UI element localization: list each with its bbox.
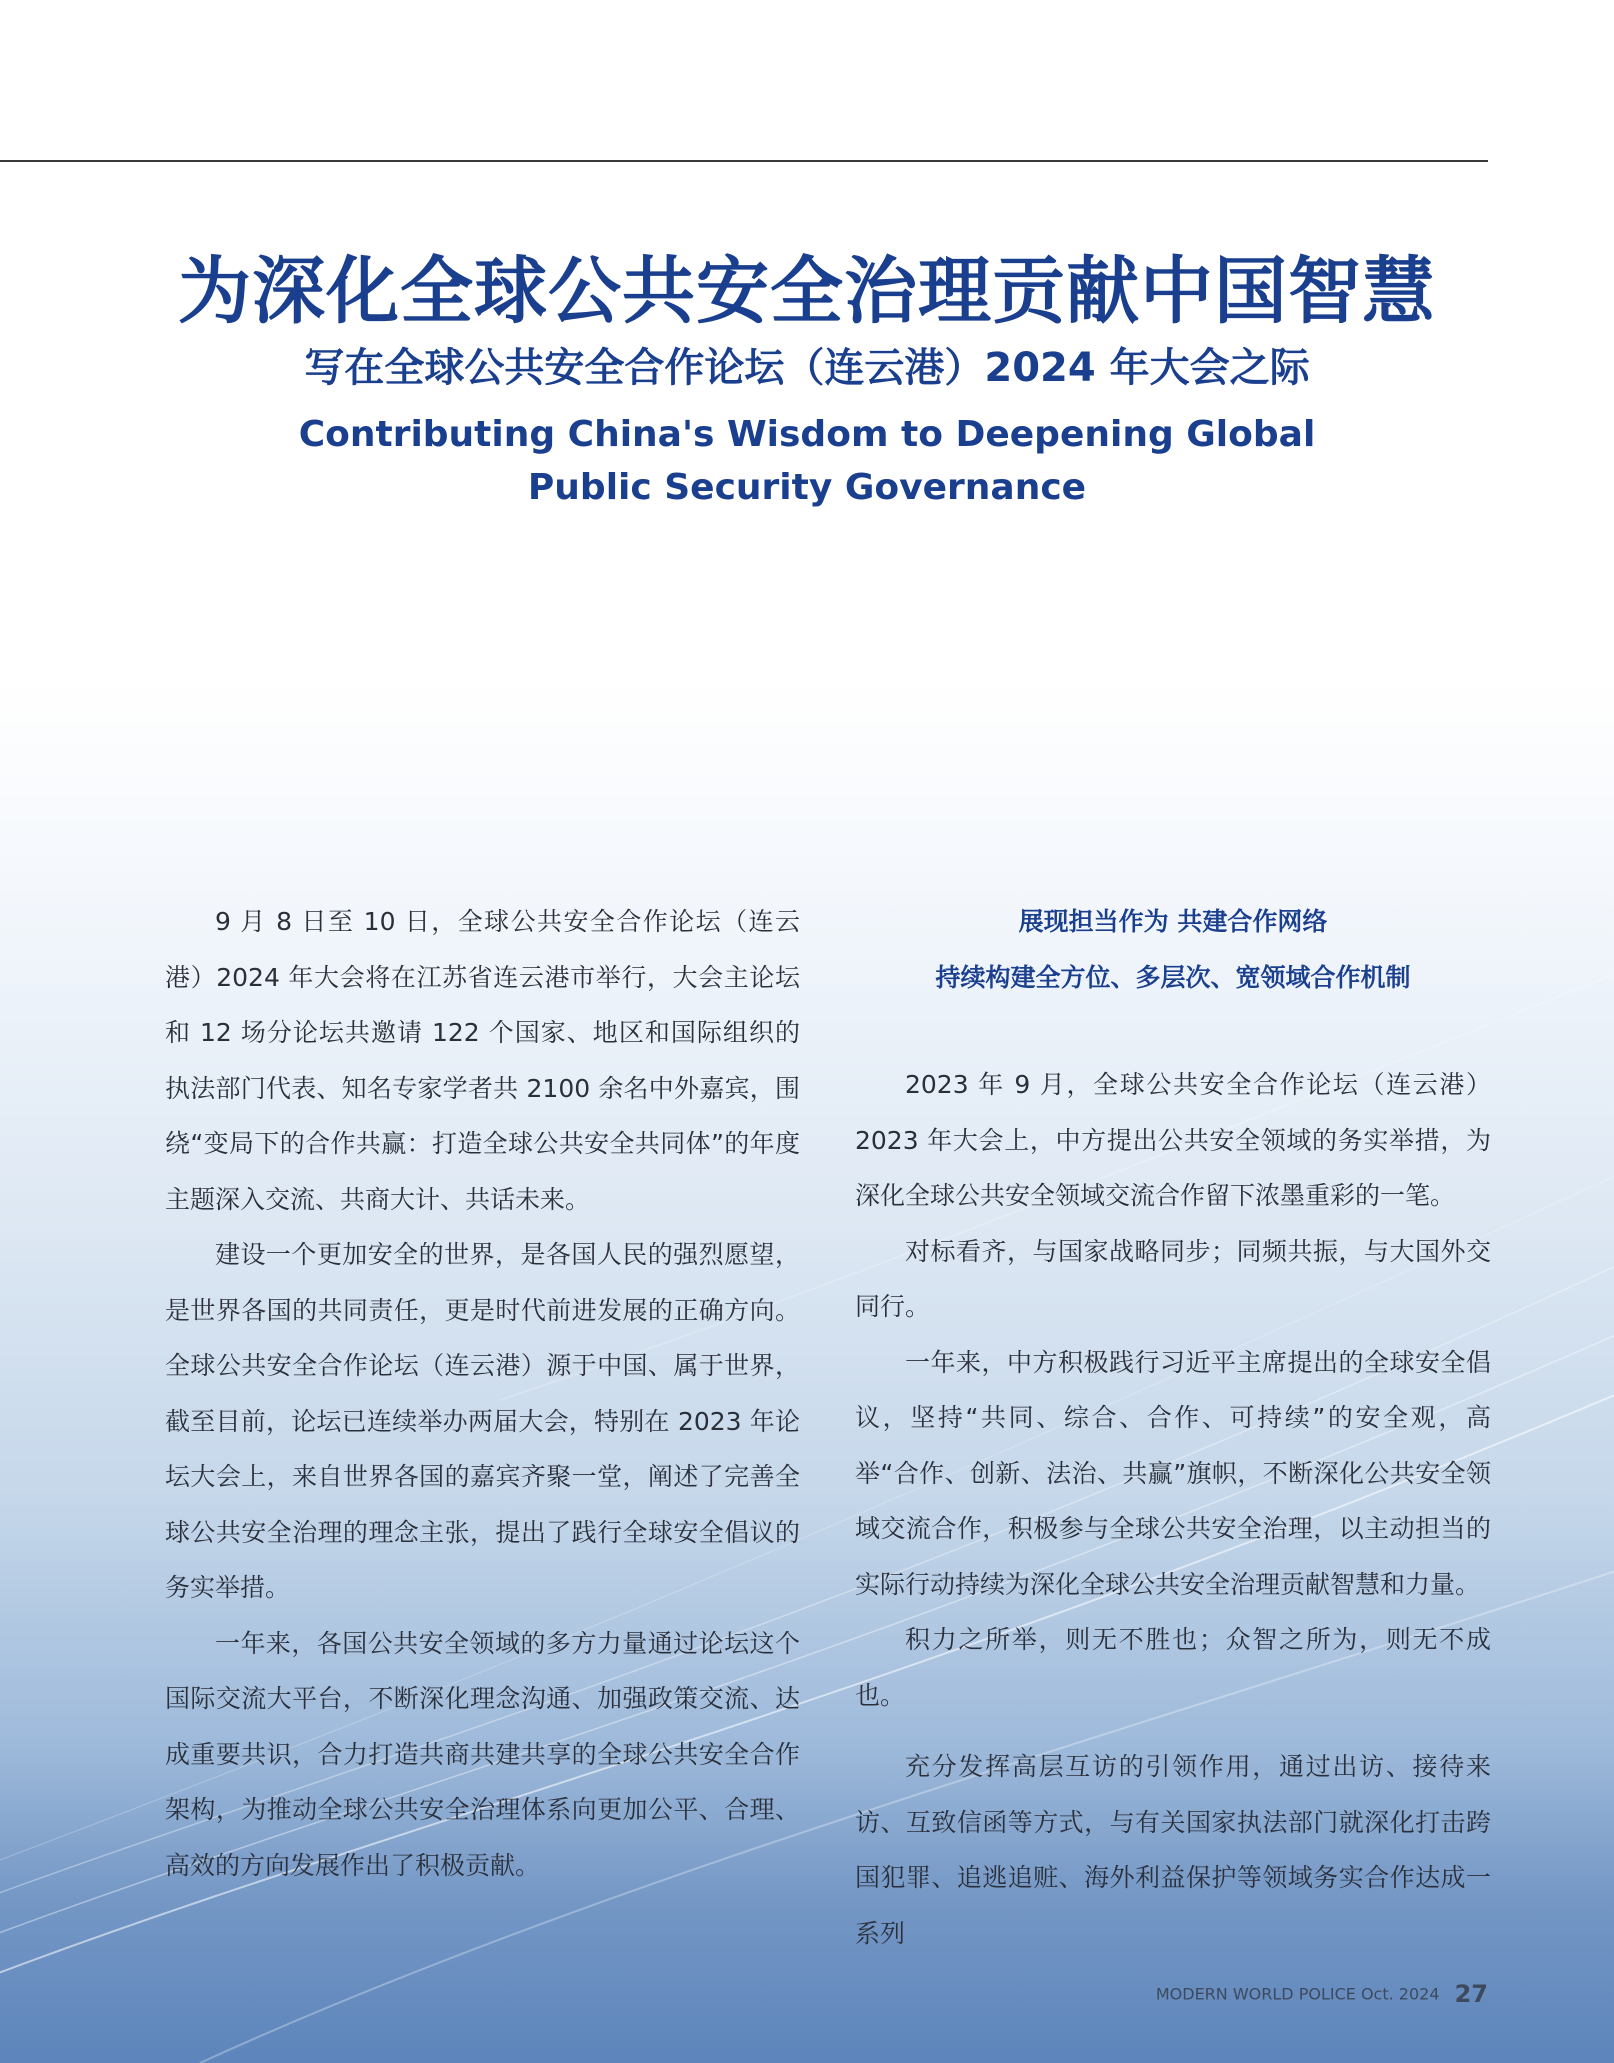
top-rule-line bbox=[0, 160, 1488, 162]
article-title-en-line1: Contributing China's Wisdom to Deepening Global bbox=[298, 414, 1316, 455]
section-subheading: 持续构建全方位、多层次、宽领域合作机制 bbox=[935, 962, 1411, 992]
article-title-en bbox=[0, 408, 1614, 514]
article-title-en-line2: Public Security Governance bbox=[527, 467, 1087, 508]
section-heading: 展现担当作为 共建合作网络 bbox=[1018, 907, 1328, 936]
article-subtitle-cn: 写在全球公共安全合作论坛（连云港）2024 年大会之际 bbox=[304, 345, 1310, 391]
right-text-column bbox=[855, 894, 1491, 1961]
page-footer bbox=[1156, 1980, 1488, 2008]
body-paragraph: 2023 年 9 月，全球公共安全合作论坛（连云港）2023 年大会上，中方提出公共安全领域的务实举措，为深化全球公共安全领域交流合作留下浓墨重彩的一笔。 bbox=[855, 1070, 1491, 1210]
magazine-issue-label: MODERN WORLD POLICE Oct. 2024 bbox=[1155, 1984, 1440, 2004]
body-paragraph: 建设一个更加安全的世界，是各国人民的强烈愿望，是世界各国的共同责任，更是时代前进发展的正确方向。全球公共安全合作论坛（连云港）源于中国、属于世界，截至目前，论坛已连续举办两届大会，特别在 2023 年论坛大会上，来自世界各国的嘉宾齐聚一堂，阐述了完善全球公共安全治理的理念主张，提出了践行全球安全倡议的务实举措。 bbox=[165, 1240, 800, 1602]
body-paragraph: 充分发挥高层互访的引领作用，通过出访、接待来访、互致信函等方式，与有关国家执法部门就深化打击跨国犯罪、追逃追赃、海外利益保护等领域务实合作达成一系列 bbox=[855, 1752, 1491, 1948]
body-paragraph: 一年来，各国公共安全领域的多方力量通过论坛这个国际交流大平台，不断深化理念沟通、加强政策交流、达成重要共识，合力打造共商共建共享的全球公共安全合作架构，为推动全球公共安全治理体系向更加公平、合理、高效的方向发展作出了积极贡献。 bbox=[165, 1628, 800, 1880]
article-title-cn: 为深化全球公共安全治理贡献中国智慧 bbox=[178, 249, 1436, 334]
body-paragraph: 一年来，中方积极践行习近平主席提出的全球安全倡议，坚持“共同、综合、合作、可持续”的安全观，高举“合作、创新、法治、共赢”旗帜，不断深化公共安全领域交流合作，积极参与全球公共安全治理，以主动担当的实际行动持续为深化全球公共安全治理贡献智慧和力量。 bbox=[855, 1347, 1491, 1599]
left-text-column bbox=[165, 894, 800, 1893]
section-headings bbox=[855, 894, 1491, 1005]
body-paragraph: 对标看齐，与国家战略同步；同频共振，与大国外交同行。 bbox=[855, 1236, 1491, 1321]
body-paragraph: 9 月 8 日至 10 日，全球公共安全合作论坛（连云港）2024 年大会将在江苏省连云港市举行，大会主论坛和 12 场分论坛共邀请 122 个国家、地区和国际组织的执法部门代表、知名专家学者共 2100 余名中外嘉宾，围绕“变局下的合作共赢：打造全球公共安全共同体”的年度主题深入交流、共商大计、共话未来。 bbox=[165, 907, 800, 1214]
page-number: 27 bbox=[1454, 1980, 1488, 2008]
body-paragraph: 积力之所举，则无不胜也；众智之所为，则无不成也。 bbox=[855, 1625, 1491, 1710]
